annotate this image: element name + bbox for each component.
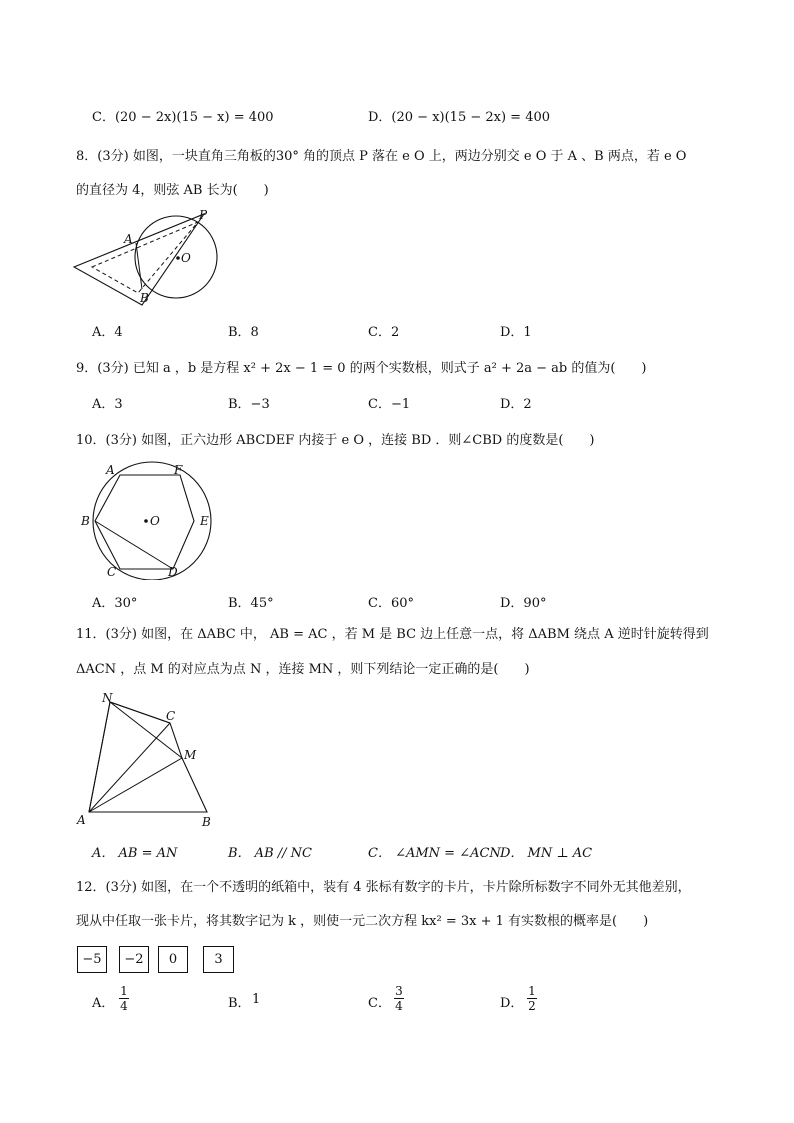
q11-option-a: A． AB = AN (92, 846, 178, 861)
q10-segment-bd (95, 521, 173, 569)
q9-stem-line1: 9．(3分) 已知 a ，b 是方程 x² + 2x − 1 = 0 的两个实数根，则式子 a² + 2a − ab 的值为( ) (76, 361, 647, 376)
q8-option-d: D．1 (500, 325, 532, 340)
q9-option-a: A．3 (92, 397, 123, 412)
q12-option-d-label: D． (500, 996, 524, 1011)
q12-card-4: 3 (203, 946, 234, 973)
q10-label-c: C (107, 565, 117, 579)
q12-option-d-numerator: 1 (528, 984, 536, 998)
q8-label-b: B (140, 291, 149, 305)
q7-option-c: C．(20 − 2x)(15 − x) = 400 (92, 110, 274, 125)
q11-segment-an (89, 702, 110, 812)
q12-option-c-fraction (392, 984, 406, 1013)
q11-stem-line1: 11．(3分) 如图，在 ΔABC 中， AB = AC ，若 M 是 BC 边上任意一点，将 ΔABM 绕点 A 逆时针旋转得到 (76, 627, 709, 642)
q12-option-d-fraction (525, 984, 539, 1013)
q11-option-c: C． ∠AMN = ∠ACN (368, 846, 501, 861)
q11-figure (72, 690, 222, 832)
q10-option-a: A．30° (92, 596, 138, 611)
q8-figure (70, 205, 230, 310)
q10-figure (76, 460, 216, 580)
q8-stem-line2: 的直径为 4，则弦 AB 长为( ) (76, 183, 269, 198)
q8-label-o: O (181, 251, 191, 265)
q10-label-o: O (150, 514, 160, 528)
q10-center-dot (144, 519, 148, 523)
q11-segment-nc (110, 702, 170, 723)
q11-option-b: B． AB // NC (228, 846, 312, 861)
q12-option-c-label: C． (368, 996, 391, 1011)
q9-option-d: D．2 (500, 397, 532, 412)
q10-hexagon (95, 475, 194, 569)
q11-label-n: N (102, 691, 113, 705)
q11-label-a: A (77, 813, 86, 827)
q8-option-c: C．2 (368, 325, 400, 340)
q11-stem-line2: ΔACN ，点 M 的对应点为点 N ，连接 MN ，则下列结论一定正确的是( ) (76, 662, 530, 677)
q10-label-a: A (106, 463, 115, 477)
q8-stem-line1: 8．(3分) 如图，一块直角三角板的30° 角的顶点 P 落在 e O 上，两边分别交 e O 于 A 、B 两点，若 e O (76, 149, 687, 164)
q10-label-b: B (81, 514, 90, 528)
q11-label-m: M (184, 748, 197, 762)
q8-option-b: B．8 (228, 325, 259, 340)
q10-label-d: D (168, 565, 178, 579)
q10-option-b: B．45° (228, 596, 274, 611)
q8-label-p: P (199, 208, 208, 222)
q8-circle (135, 216, 217, 298)
q10-label-e: E (200, 514, 209, 528)
q8-option-a: A．4 (92, 325, 123, 340)
q10-option-d: D．90° (500, 596, 547, 611)
q12-stem-line2: 现从中任取一张卡片，将其数字记为 k ，则使一元二次方程 kx² = 3x + 1 有实数根的概率是( ) (76, 914, 649, 929)
q8-chord-ab (136, 243, 142, 289)
q10-stem-line1: 10．(3分) 如图，正六边形 ABCDEF 内接于 e O ，连接 BD ．则∠CBD 的度数是( ) (76, 433, 595, 448)
q11-option-d: D． MN ⊥ AC (500, 846, 593, 861)
q12-option-a-fraction (117, 984, 131, 1013)
q12-card-3: 0 (158, 946, 188, 973)
q7-option-d: D．(20 − x)(15 − 2x) = 400 (368, 110, 551, 125)
q11-label-b: B (202, 815, 211, 829)
q12-option-c-denominator: 4 (395, 999, 403, 1013)
q12-option-a-label: A． (92, 996, 115, 1011)
q9-option-b: B．−3 (228, 397, 270, 412)
q9-option-c: C．−1 (368, 397, 411, 412)
q10-option-c: C．60° (368, 596, 414, 611)
q8-center-dot (176, 256, 180, 260)
q12-option-b-value: 1 (252, 992, 261, 1007)
q10-label-f: F (174, 463, 183, 477)
q8-label-a: A (124, 232, 133, 246)
q12-card-1: −5 (77, 946, 107, 973)
q12-option-d-denominator: 2 (528, 999, 536, 1013)
q12-option-a-denominator: 4 (120, 999, 128, 1013)
q11-label-c: C (166, 709, 176, 723)
q12-option-a-numerator: 1 (120, 984, 128, 998)
q11-segment-ac (89, 723, 170, 812)
q12-option-c-numerator: 3 (395, 984, 403, 998)
q12-stem-line1: 12．(3分) 如图，在一个不透明的纸箱中，装有 4 张标有数字的卡片，卡片除所标数字不同外无其他差别， (76, 880, 691, 895)
q11-segment-am (89, 758, 182, 812)
q12-card-2: −2 (119, 946, 149, 973)
q12-option-b-label: B． (228, 996, 251, 1011)
